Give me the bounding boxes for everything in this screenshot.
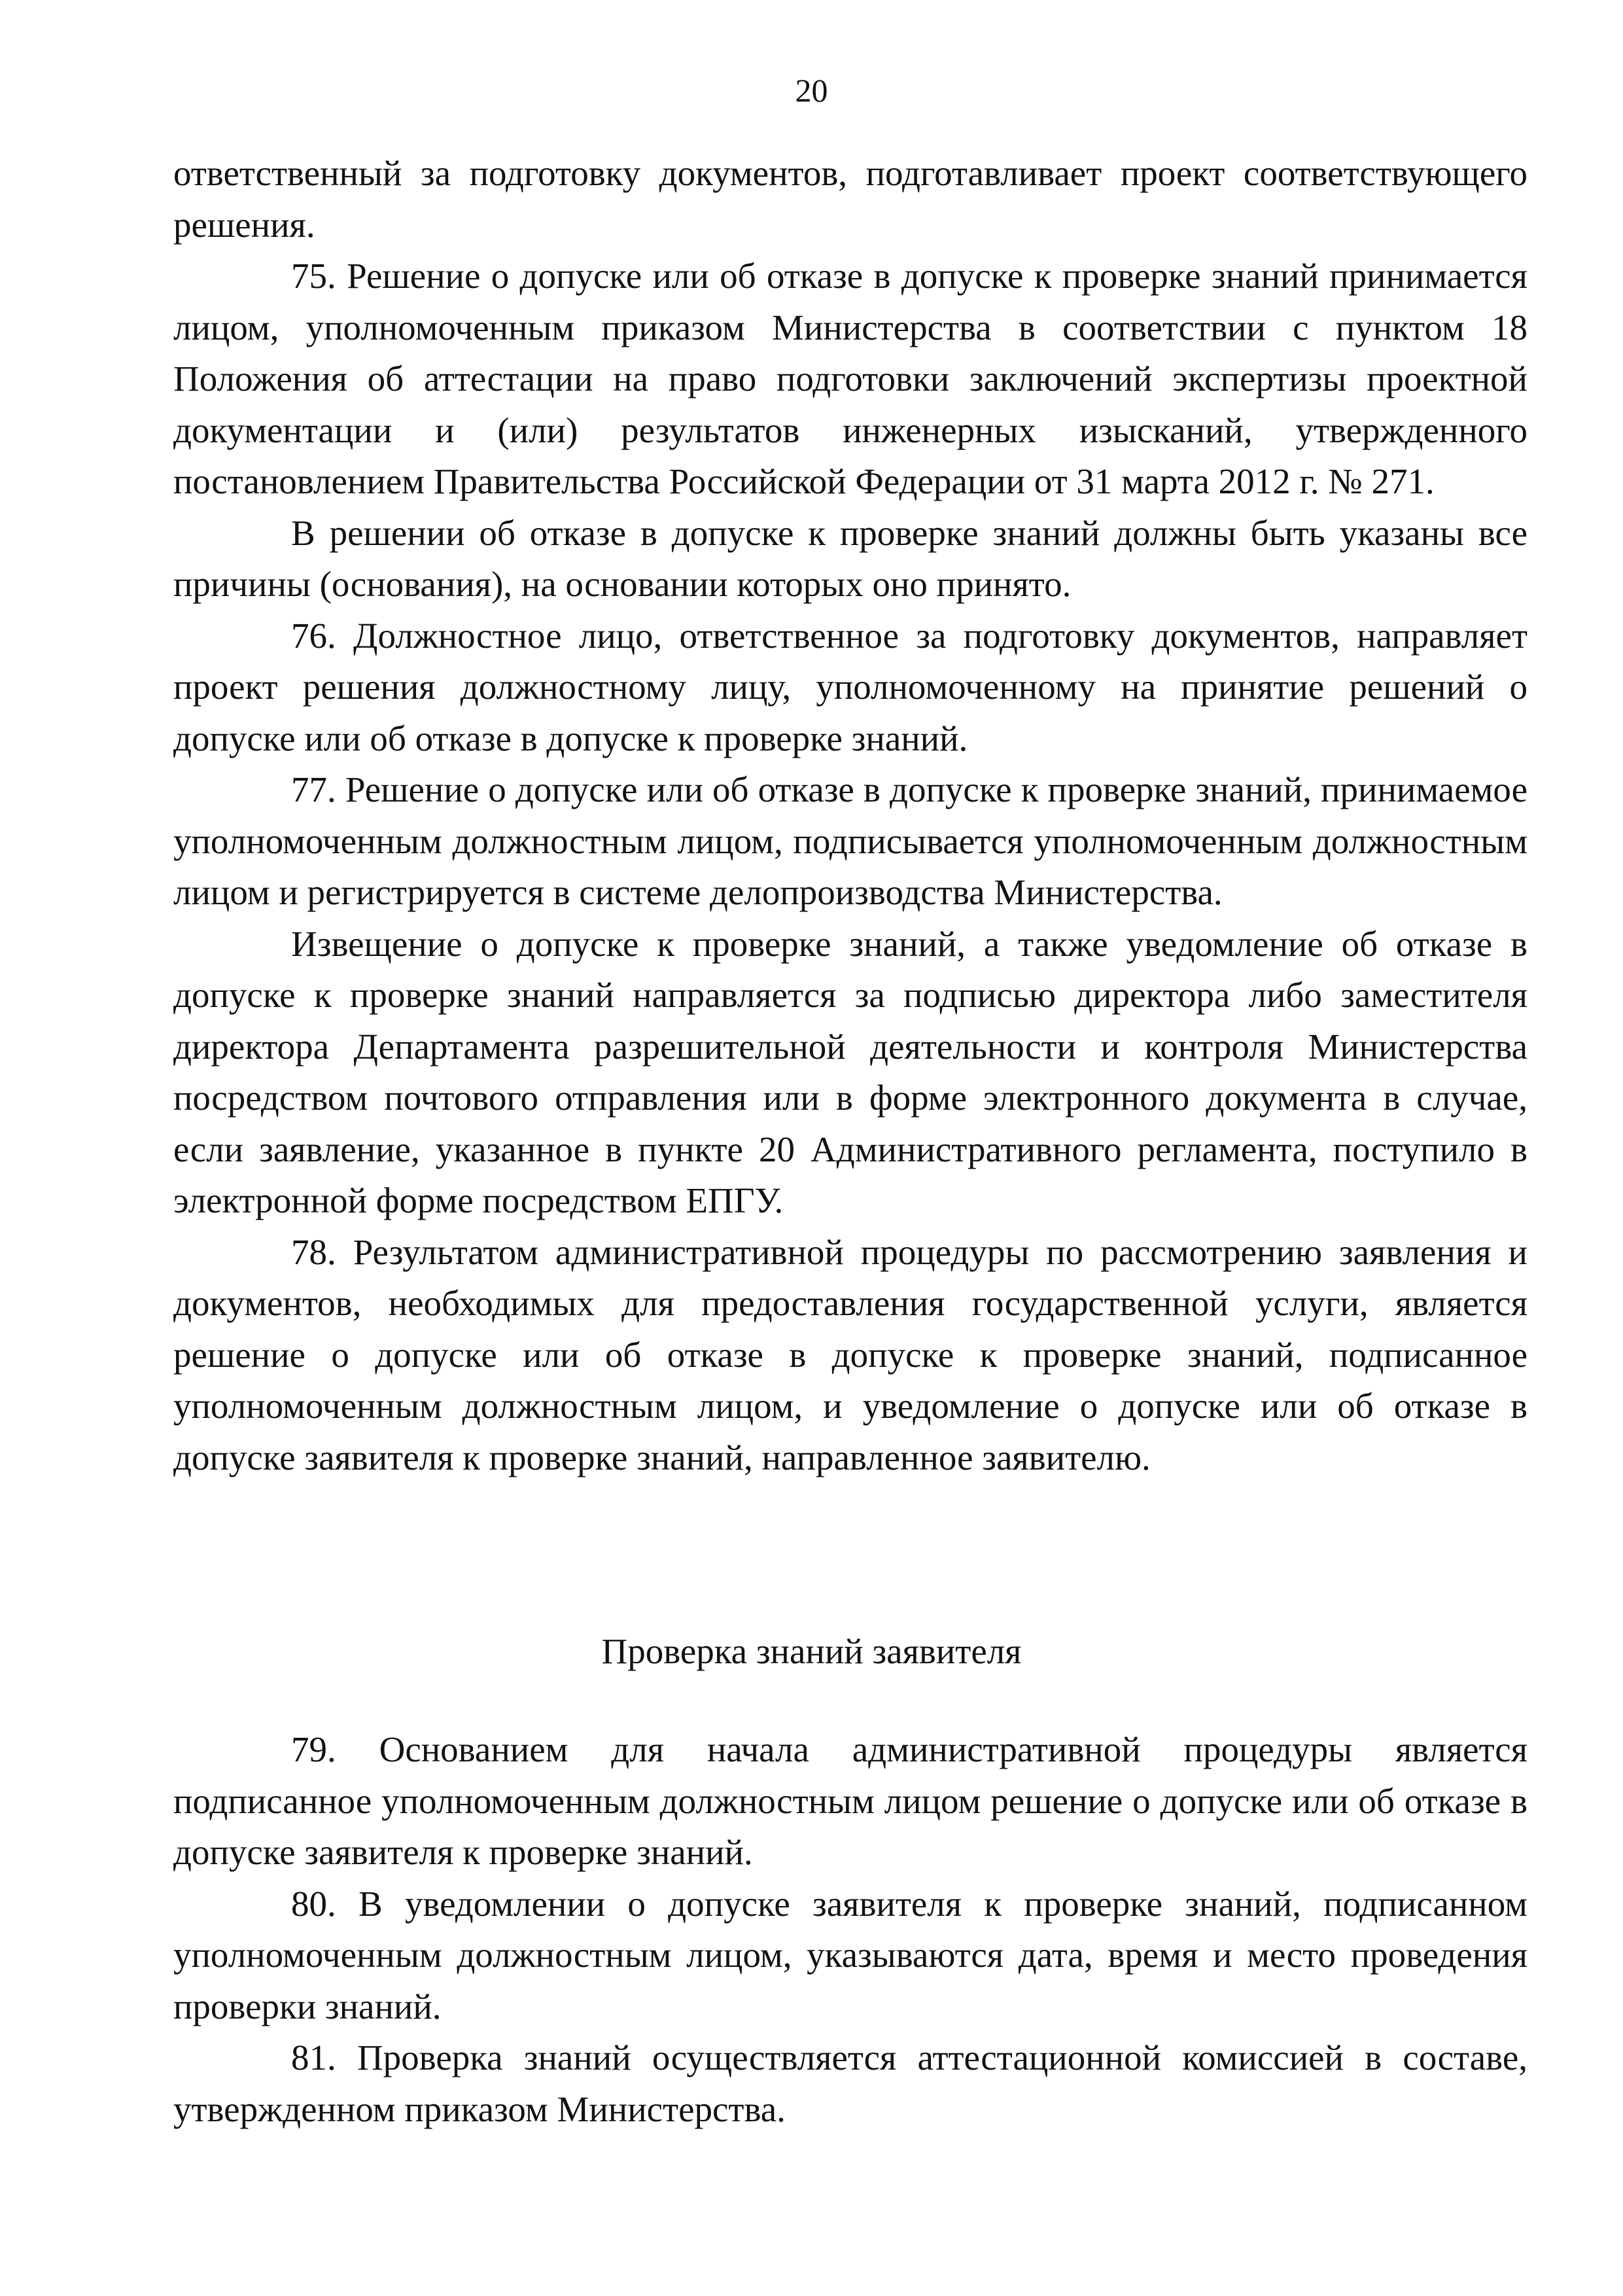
section-heading: Проверка знаний заявителя [601,1631,1022,1671]
document-body-top [173,148,1527,1483]
document-body-bottom [173,1724,1527,2135]
paragraph-77-notice: Извещение о допуске к проверке знаний, а также уведомление об отказе в допуске к проверке знаний направляется за подписью директора либо заместителя директора Департамента разрешительной деятельности и контроля Министерства посредством почтового отправления или в форме электронного документа в случае, если заявление, указанное в пункте 20 Административного регламента, поступило в электронной форме посредством ЕПГУ. [173,923,1527,1220]
page-number: 20 [795,72,828,109]
paragraph-75: 75. Решение о допуске или об отказе в допуске к проверке знаний принимается лицом, уполномоченным приказом Министерства в соответствии с пунктом 18 Положения об аттестации на право подготовки заключений экспертизы проектной документации и (или) результатов инженерных изысканий, утвержденного постановлением Правительства Российской Федерации от 31 марта 2012 г. № 271. [173,256,1527,501]
paragraph-76: 76. Должностное лицо, ответственное за подготовку документов, направляет проект решения должностному лицу, уполномоченному на принятие решений о допуске или об отказе в допуске к проверке знаний. [173,615,1527,758]
paragraph-80: 80. В уведомлении о допуске заявителя к проверке знаний, подписанном уполномоченным должностным лицом, указываются дата, время и место проведения проверки знаний. [173,1883,1527,2026]
paragraph-78: 78. Результатом административной процедуры по рассмотрению заявления и документов, необходимых для предоставления государственной услуги, является решение о допуске или об отказе в допуске к проверке знаний, подписанное уполномоченным должностным лицом, и уведомление о допуске или об отказе в допуске заявителя к проверке знаний, направленное заявителю. [173,1231,1527,1477]
paragraph-79: 79. Основанием для начала административной процедуры является подписанное уполномоченным должностным лицом решение о допуске или об отказе в допуске заявителя к проверке знаний. [173,1729,1527,1872]
paragraph-81: 81. Проверка знаний осуществляется аттестационной комиссией в составе, утвержденном приказом Министерства. [173,2038,1527,2129]
paragraph-75-refusal: В решении об отказе в допуске к проверке знаний должны быть указаны все причины (основания), на основании которых оно принято. [173,512,1527,604]
paragraph-77: 77. Решение о допуске или об отказе в допуске к проверке знаний, принимаемое уполномоченным должностным лицом, подписывается уполномоченным должностным лицом и регистрируется в системе делопроизводства Министерства. [173,769,1527,912]
paragraph-continuation: ответственный за подготовку документов, подготавливает проект соответствующего решения. [173,153,1527,245]
